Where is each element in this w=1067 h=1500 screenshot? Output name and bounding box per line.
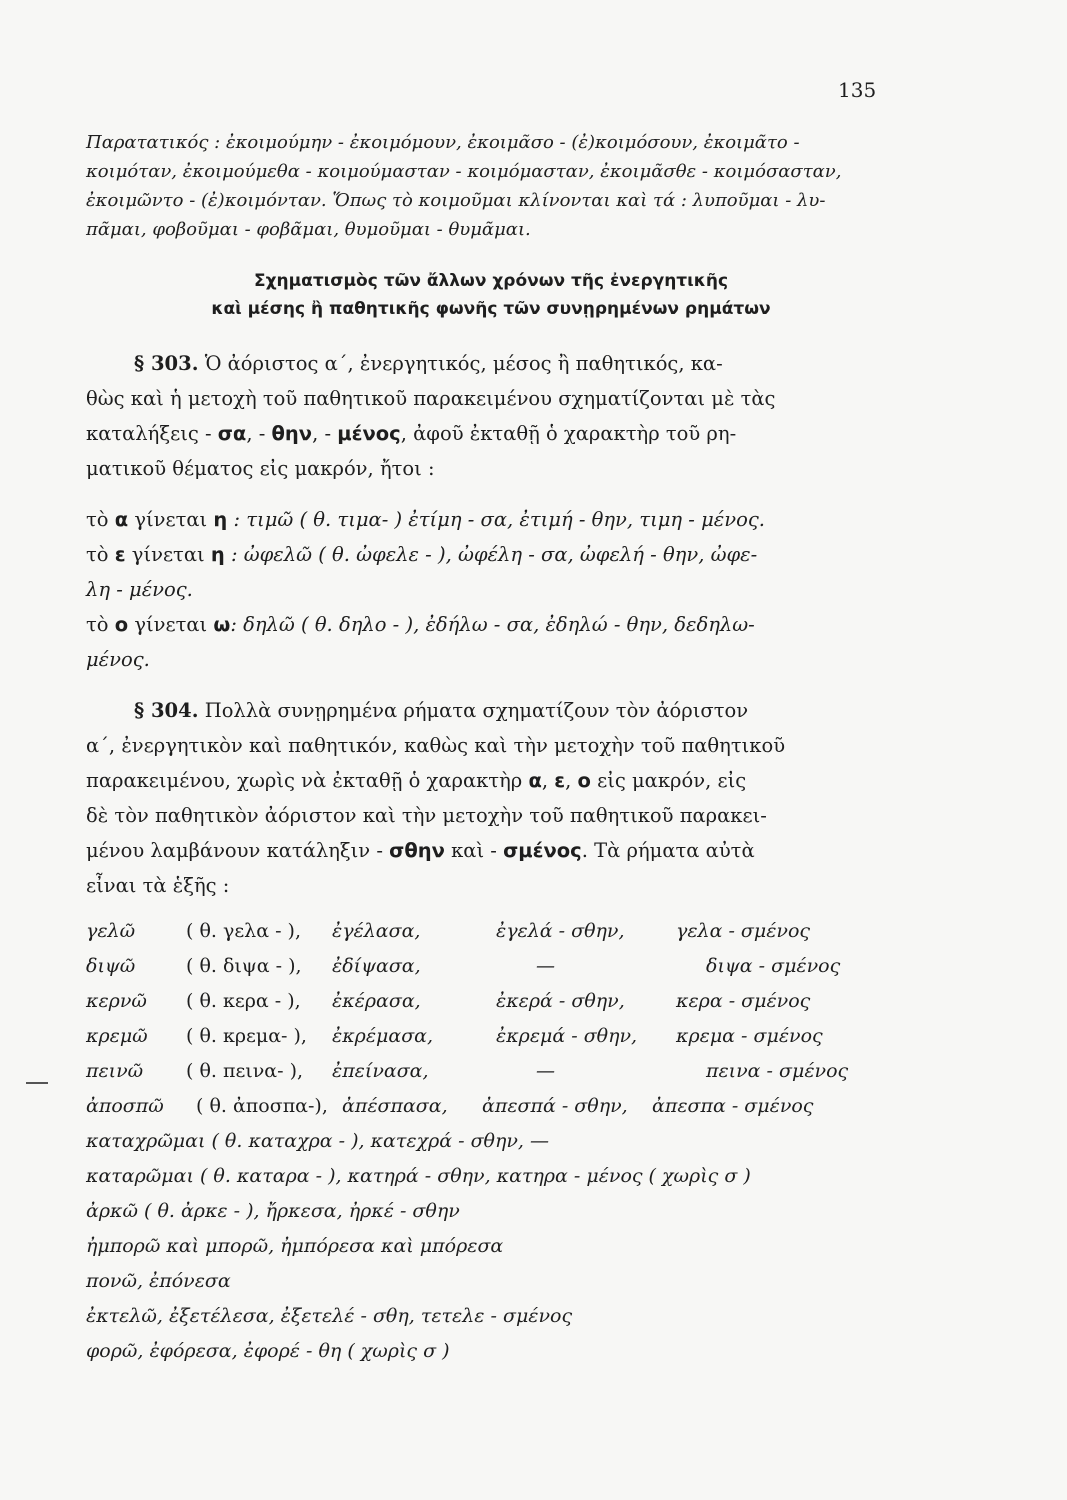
verb-line [86, 1159, 896, 1194]
verb-theme: ( θ. ἀποσπα-), [196, 1095, 328, 1117]
paragraph-line: εἶναι τὰ ἑξῆς : [86, 874, 230, 897]
paragraph-304 [86, 693, 896, 903]
verb-passive-aorist: ἐγελά - σθην, [496, 920, 625, 942]
paragraph-line [86, 346, 896, 381]
text-run: τὸ [86, 613, 115, 636]
example-forms: : ὠφελῶ ( θ. ὠφελε - ), ὠφέλη - σα, ὠφελή - θην, ὠφε- [224, 543, 758, 566]
text-run: καταλήξεις - [86, 422, 218, 445]
example-forms: : τιμῶ ( θ. τιμα- ) ἐτίμη - σα, ἐτιμή - θην, τιμη - μένος. [227, 508, 765, 531]
verb-line-text: ἀρκῶ ( θ. ἀρκε - ), ἤρκεσα, ἠρκέ - σθην [86, 1200, 460, 1222]
verb: διψῶ [86, 955, 136, 977]
text-run: , ἀφοῦ ἐκταθῇ ὁ χαρακτὴρ τοῦ ρη- [400, 422, 737, 445]
text-run: γίνεται [128, 508, 214, 531]
text-run: , - [246, 422, 272, 445]
verb-line [86, 1194, 896, 1229]
verb-row [86, 949, 896, 984]
paragraph-line [86, 833, 896, 868]
text-run: παρακειμένου, χωρὶς νὰ ἐκταθῇ ὁ χαρακτὴρ [86, 769, 529, 792]
verb-passive-aorist: ἀπεσπά - σθην, [482, 1095, 628, 1117]
verb-row [86, 1089, 896, 1124]
vowel: ο [114, 613, 129, 636]
text-run: . Τὰ ρήματα αὐτὰ [581, 839, 755, 862]
paragraph-text: Πολλὰ συνῃρημένα ρήματα σχηματίζουν τὸν ἀόριστον [204, 699, 749, 722]
example-line [86, 502, 896, 537]
verb-line [86, 1264, 896, 1299]
verb-participle: κρεμα - σμένος [676, 1025, 823, 1047]
verb-row [86, 914, 896, 949]
section-number: § 303. [134, 352, 199, 375]
ending-menos: μένος [337, 422, 401, 445]
paragraph-line: ματικοῦ θέματος εἰς μακρόν, ἤτοι : [86, 457, 435, 480]
margin-mark [26, 1082, 48, 1084]
verb: κερνῶ [86, 990, 147, 1012]
intro-paragraph [86, 128, 896, 244]
examples [86, 502, 896, 677]
verb-passive-aorist: — [536, 955, 555, 977]
text-run: γίνεται [128, 613, 214, 636]
page-number: 135 [838, 78, 877, 102]
vowel: α [528, 769, 542, 792]
intro-line: κοιμόταν, ἐκοιμούμεθα - κοιμούμασταν - κοιμόμασταν, ἐκοιμᾶσθε - κοιμόσασταν, [86, 161, 842, 182]
verb-row [86, 1019, 896, 1054]
vowel: η [213, 508, 228, 531]
verb-line [86, 1124, 896, 1159]
paragraph-line [86, 763, 896, 798]
vowel: η [210, 543, 225, 566]
verb-passive-aorist: — [536, 1060, 555, 1082]
verb-participle: κερα - σμένος [676, 990, 811, 1012]
verb-line [86, 1334, 896, 1369]
text-run: , - [312, 422, 338, 445]
verb-participle: διψα - σμένος [706, 955, 841, 977]
verb-aorist: ἐπείνασα, [332, 1060, 429, 1082]
verb-theme: ( θ. γελα - ), [186, 920, 301, 942]
ending-smenos: σμένος [503, 839, 582, 862]
verb-participle: γελα - σμένος [676, 920, 811, 942]
text-run: τὸ [86, 508, 115, 531]
example-line [86, 607, 896, 642]
example-line [86, 537, 896, 572]
verb-passive-aorist: ἐκερά - σθην, [496, 990, 625, 1012]
verb-line-text: ἐκτελῶ, ἐξετέλεσα, ἐξετελέ - σθη, τετελε - σμένος [86, 1305, 573, 1327]
vowel: ε [554, 769, 566, 792]
verb: ἀποσπῶ [86, 1095, 164, 1117]
ending-sa: σα [217, 422, 247, 445]
ending-thin: θην [271, 422, 313, 445]
example-line [86, 642, 896, 677]
verb-participle: ἀπεσπα - σμένος [652, 1095, 814, 1117]
verb-line-text: ἠμπορῶ καὶ μπορῶ, ἠμπόρεσα καὶ μπόρεσα [86, 1235, 504, 1257]
paragraph-line: θὼς καὶ ἡ μετοχὴ τοῦ παθητικοῦ παρακειμένου σχηματίζονται μὲ τὰς [86, 387, 776, 410]
verb-line [86, 1229, 896, 1264]
text-run: , [565, 769, 578, 792]
verb-aorist: ἐκρέμασα, [332, 1025, 434, 1047]
text-run: , [541, 769, 555, 792]
verb-row [86, 1054, 896, 1089]
text-run: μένου λαμβάνουν κατάληξιν - [86, 839, 390, 862]
intro-line: Παρατατικός : ἐκοιμούμην - ἐκοιμόμουν, ἐκοιμᾶσο - (ἐ)κοιμόσουν, ἐκοιμᾶτο - [86, 132, 800, 153]
vowel: ο [577, 769, 591, 792]
verb: πεινῶ [86, 1060, 144, 1082]
text-run: εἰς μακρόν, εἰς [590, 769, 747, 792]
verb: κρεμῶ [86, 1025, 148, 1047]
verb-list [86, 914, 896, 1369]
verb-passive-aorist: ἐκρεμά - σθην, [496, 1025, 638, 1047]
verb-theme: ( θ. κρεμα- ), [186, 1025, 307, 1047]
verb-row [86, 984, 896, 1019]
vowel: α [114, 508, 129, 531]
text-run: γίνεται [125, 543, 211, 566]
intro-line: ἐκοιμῶντο - (ἐ)κοιμόνταν. Ὅπως τὸ κοιμοῦμαι κλίνονται καὶ τά : λυποῦμαι - λυ- [86, 190, 826, 211]
verb-line-text: καταρῶμαι ( θ. καταρα - ), κατηρά - σθην, κατηρα - μένος ( χωρὶς σ ) [86, 1165, 751, 1187]
verb-aorist: ἐδίψασα, [332, 955, 421, 977]
paragraph-line: δὲ τὸν παθητικὸν ἀόριστον καὶ τὴν μετοχὴν τοῦ παθητικοῦ παρακει- [86, 804, 767, 827]
example-line [86, 572, 896, 607]
paragraph-303 [86, 346, 896, 486]
paragraph-line [86, 693, 896, 728]
paragraph-text: Ὁ ἀόριστος α΄, ἐνεργητικός, μέσος ἢ παθητικός, κα- [204, 352, 723, 375]
verb-line-text: καταχρῶμαι ( θ. καταχρα - ), κατεχρά - σθην, — [86, 1130, 550, 1152]
example-forms: λη - μένος. [86, 578, 193, 601]
text-run: καὶ - [444, 839, 504, 862]
section-heading-line-2: καὶ μέσης ἢ παθητικῆς φωνῆς τῶν συνῃρημένων ρημάτων [211, 299, 771, 319]
verb-aorist: ἐγέλασα, [332, 920, 421, 942]
verb-line-text: φορῶ, ἐφόρεσα, ἐφορέ - θη ( χωρὶς σ ) [86, 1340, 450, 1362]
verb-aorist: ἀπέσπασα, [342, 1095, 448, 1117]
paragraph-line: α΄, ἐνεργητικὸν καὶ παθητικόν, καθὼς καὶ τὴν μετοχὴν τοῦ παθητικοῦ [86, 734, 786, 757]
section-heading-line-1: Σχηματισμὸς τῶν ἄλλων χρόνων τῆς ἐνεργητικῆς [253, 271, 729, 291]
vowel: ω [213, 613, 231, 636]
verb-aorist: ἐκέρασα, [332, 990, 421, 1012]
example-forms: μένος. [86, 648, 150, 671]
verb-theme: ( θ. κερα - ), [186, 990, 301, 1012]
intro-line: πᾶμαι, φοβοῦμαι - φοβᾶμαι, θυμοῦμαι - θυμᾶμαι. [86, 219, 531, 240]
example-forms: : δηλῶ ( θ. δηλο - ), ἐδήλω - σα, ἐδηλώ - θην, δεδηλω- [230, 613, 755, 636]
verb: γελῶ [86, 920, 136, 942]
text-run: τὸ [86, 543, 115, 566]
section-number: § 304. [134, 699, 199, 722]
ending-sthin: σθην [389, 839, 445, 862]
verb-theme: ( θ. πεινα- ), [186, 1060, 304, 1082]
paragraph-line [86, 416, 896, 451]
verb-theme: ( θ. διψα - ), [186, 955, 302, 977]
vowel: ε [114, 543, 126, 566]
verb-line [86, 1299, 896, 1334]
verb-line-text: πονῶ, ἐπόνεσα [86, 1270, 231, 1292]
verb-participle: πεινα - σμένος [706, 1060, 849, 1082]
